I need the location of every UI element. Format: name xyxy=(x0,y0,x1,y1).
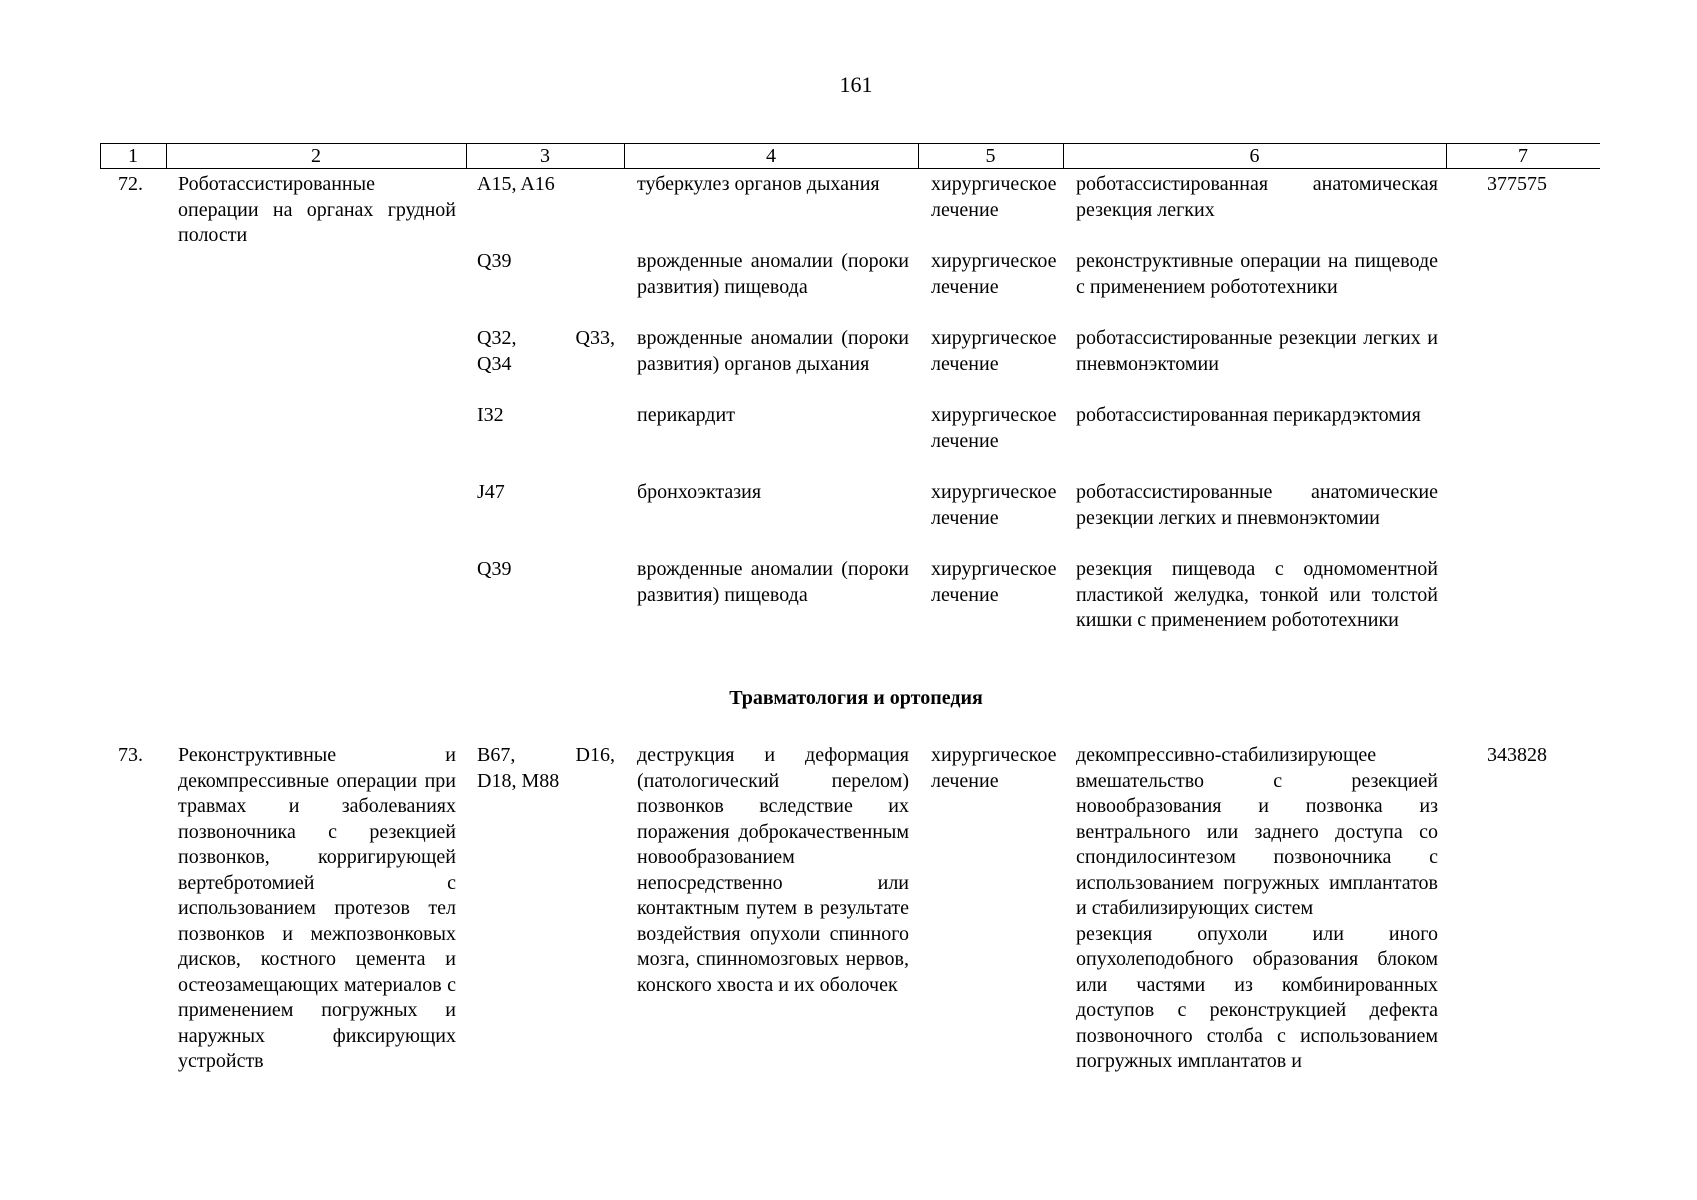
icd-code: Q34 xyxy=(477,352,512,375)
treatment-type: хирургическое лечение xyxy=(931,481,1057,529)
treatment-type: хирургическое лечение xyxy=(931,744,1057,792)
treatment-method: роботассистированные резекции легких и пневмонэктомии xyxy=(1076,327,1438,375)
intervention-name: Роботассистированные операции на органах грудной полости xyxy=(178,173,456,246)
treatment-method: резекция опухоли или иного опухолеподобного образования блоком или частями из комбинированных доступов с реконструкцией дефекта позвоночного столба с использованием погружных имплантатов и xyxy=(1076,922,1438,1072)
row-number: 73. xyxy=(118,744,143,766)
icd-code: Q33, xyxy=(575,327,615,349)
column-header-1: 1 xyxy=(128,145,138,167)
column-header-3: 3 xyxy=(540,145,550,167)
diagnosis: деструкция и деформация (патологический перелом) позвонков вследствие их поражения доброкачественным новообразованием непосредственно или контактным путем в результате воздействия опухоли спинного мозга, спинномозговых нервов, конского хвоста и их оболочек xyxy=(637,744,909,996)
diagnosis: туберкулез органов дыхания xyxy=(637,173,880,195)
section-title: Травматология и ортопедия xyxy=(729,687,983,709)
treatment-method: роботассистированные анатомические резекции легких и пневмонэктомии xyxy=(1076,481,1438,529)
icd-codes: J47 xyxy=(477,481,505,503)
icd-codes xyxy=(477,743,615,794)
icd-code: D18, M88 xyxy=(477,769,560,792)
treatment-type: хирургическое лечение xyxy=(931,404,1057,452)
column-header-5: 5 xyxy=(985,145,996,167)
diagnosis: врожденные аномалии (пороки развития) пищевода xyxy=(637,250,909,298)
icd-codes-line xyxy=(477,326,615,352)
treatment-method: резекция пищевода с одномоментной пластикой желудка, тонкой или толстой кишки с применением робототехники xyxy=(1076,558,1438,631)
intervention-name: Реконструктивные и декомпрессивные операции при травмах и заболеваниях позвоночника с резекцией позвонков, корригирующей вертебротомией с использованием протезов тел позвонков и межпозвонковых дисков, костного цемента и остеозамещающих материалов с применением погружных и наружных фиксирующих устройств xyxy=(178,744,456,1072)
treatment-methods xyxy=(1076,743,1438,1075)
icd-code: D16, xyxy=(575,744,615,766)
column-header-4: 4 xyxy=(766,145,776,167)
icd-codes xyxy=(477,326,615,377)
diagnosis: врожденные аномалии (пороки развития) органов дыхания xyxy=(637,327,909,375)
treatment-type: хирургическое лечение xyxy=(931,327,1057,375)
table-header-row xyxy=(100,143,1600,169)
column-header-7: 7 xyxy=(1518,145,1528,167)
diagnosis: врожденные аномалии (пороки развития) пищевода xyxy=(637,558,909,606)
icd-codes: I32 xyxy=(477,404,504,426)
icd-codes: A15, A16 xyxy=(477,173,555,195)
icd-codes: Q39 xyxy=(477,250,512,272)
treatment-type: хирургическое лечение xyxy=(931,173,1057,221)
diagnosis: перикардит xyxy=(637,404,735,426)
icd-code: Q32, xyxy=(477,327,517,349)
diagnosis: бронхоэктазия xyxy=(637,481,762,503)
icd-code: B67, xyxy=(477,744,516,766)
icd-codes: Q39 xyxy=(477,558,512,580)
column-header-6: 6 xyxy=(1249,145,1260,167)
column-header-2: 2 xyxy=(311,145,321,167)
treatment-type: хирургическое лечение xyxy=(931,250,1057,298)
treatment-type: хирургическое лечение xyxy=(931,558,1057,606)
price-value: 377575 xyxy=(1487,173,1547,195)
treatment-method: роботассистированная анатомическая резекция легких xyxy=(1076,173,1438,221)
treatment-method: роботассистированная перикардэктомия xyxy=(1076,404,1421,426)
price-value: 343828 xyxy=(1487,744,1547,766)
treatment-method: декомпрессивно-стабилизирующее вмешательство с резекцией новообразования и позвонка из вентрального или заднего доступа со спондилосинтезом позвоночника с использованием погружных имплантатов и стабилизирующих систем xyxy=(1076,744,1438,919)
page-number: 161 xyxy=(839,72,873,97)
icd-codes-line xyxy=(477,743,615,769)
treatment-method: реконструктивные операции на пищеводе с применением робототехники xyxy=(1076,250,1438,298)
row-number: 72. xyxy=(118,173,143,195)
